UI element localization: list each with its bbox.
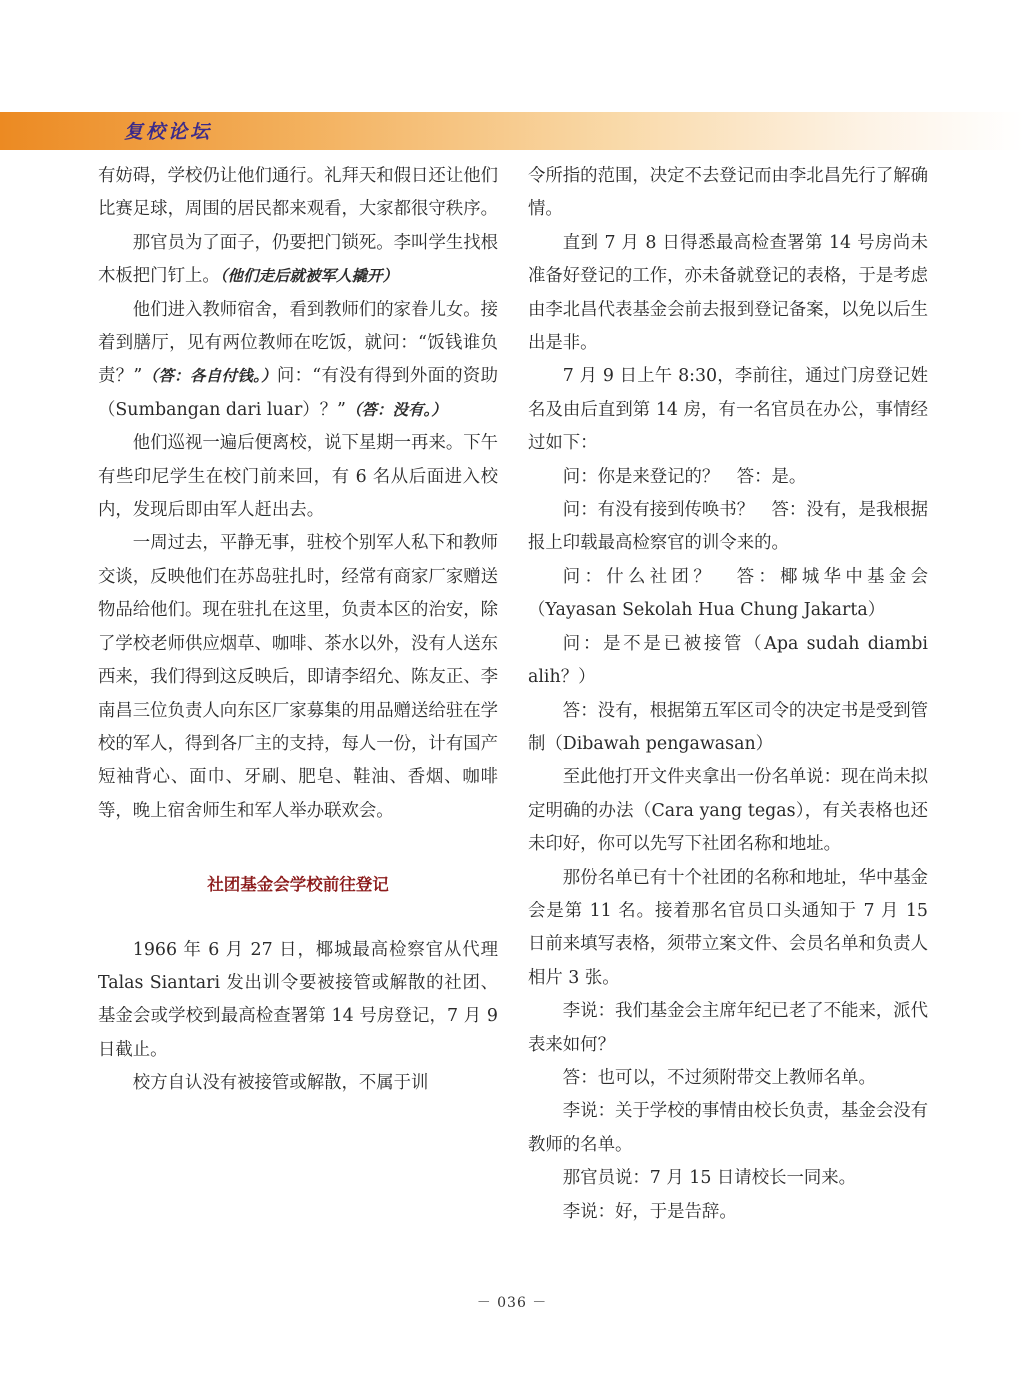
paragraph: 一周过去，平静无事，驻校个别军人私下和教师交谈，反映他们在苏岛驻扎时，经常有商家厂家赠送物品给他们。现在驻扎在这里，负责本区的治安，除了学校老师供应烟草、咖啡、茶水以外，没有人送东西来，我们得到这反映后，即请李绍允、陈友正、李南昌三位负责人向东区厂家募集的用品赠送给驻在学校的军人，得到各厂主的支持，每人一份，计有国产短袖背心、面巾、牙刷、肥皂、鞋油、香烟、咖啡等，晚上宿舍师生和军人举办联欢会。: [98, 533, 499, 821]
paragraph: 他们巡视一遍后便离校，说下星期一再来。下午有些印尼学生在校门前来回，有 6 名从后面进入校内，发现后即由军人赶出去。: [98, 433, 499, 521]
section-title: 复校论坛: [124, 121, 213, 143]
dialogue-line: 那官员说：7 月 15 日请校长一同来。: [562, 1168, 857, 1189]
paragraph: 校方自认没有被接管或解散，不属于训: [132, 1073, 429, 1094]
paragraph: 有妨碍，学校仍让他们通行。礼拜天和假日还让他们比赛足球，周围的居民都来观看，大家都很守秩序。: [98, 166, 498, 220]
section-subheading: 社团基金会学校前往登记: [207, 875, 389, 895]
dialogue-line: 问：你是来登记的？ 答：是。: [562, 466, 807, 487]
dialogue-line: 问：什么社团？ 答：椰城华中基金会（Yayasan Sekolah Hua Chung Jakarta）: [528, 566, 928, 621]
editor-note: （答：没有。）: [345, 400, 447, 419]
paragraph-text: 问：“有没有得到外面的资助（Sumbangan dari luar）？”: [98, 366, 498, 420]
paragraph: 至此他打开文件夹拿出一份名单说：现在尚未拟定明确的办法（Cara yang tegas），有关表格也还未印好，你可以先写下社团名称和地址。: [528, 767, 929, 855]
editor-note: （他们走后就被军人撬开）: [219, 267, 399, 286]
editor-note: （答：各自付钱。）: [142, 367, 277, 386]
dialogue-line: 问：有没有接到传唤书？ 答：没有，是我根据报上印载最高检察官的训令来的。: [528, 500, 929, 554]
paragraph: 1966 年 6 月 27 日，椰城最高检察官从代理 Talas Siantari 发出训令要被接管或解散的社团、基金会或学校到最高检查署第 14 号房登记，7 月 9 日截止。: [98, 939, 498, 1060]
dialogue-line: 问：是不是已被接管（Apa sudah diambi alih？）: [528, 633, 928, 688]
left-column: [98, 160, 498, 1101]
paragraph-text: 他们进入教师宿舍，看到教师们的家眷儿女。接着到膳厅，见有两位教师在吃饭，就问：“饭钱谁负责？”: [98, 299, 499, 387]
right-column: [528, 160, 928, 1229]
paragraph: 那份名单已有十个社团的名称和地址，华中基金会是第 11 名。接着那名官员口头通知于 7 月 15 日前来填写表格，须带立案文件、会员名单和负责人相片 3 张。: [528, 867, 929, 988]
paragraph: [98, 294, 498, 428]
dialogue-line: 答：也可以，不过须附带交上教师名单。: [562, 1067, 876, 1088]
page-number: － 036 －: [476, 1295, 548, 1311]
paragraph: [98, 227, 498, 294]
paragraph: 7 月 9 日上午 8:30，李前往，通过门房登记姓名及由后直到第 14 房，有一名官员在办公，事情经过如下：: [528, 366, 928, 454]
dialogue-line: 李说：我们基金会主席年纪已老了不能来，派代表来如何？: [528, 1001, 929, 1055]
paragraph: 令所指的范围，决定不去登记而由李北昌先行了解确情。: [528, 166, 928, 220]
paragraph: 直到 7 月 8 日得悉最高检查署第 14 号房尚未准备好登记的工作，亦未备就登记的表格，于是考虑由李北昌代表基金会前去报到登记备案，以免以后生出是非。: [528, 232, 928, 354]
dialogue-line: 答：没有，根据第五军区司令的决定书是受到管制（Dibawah pengawasan）: [528, 700, 929, 754]
paragraph-text: 那官员为了面子，仍要把门锁死。李叫学生找根木板把门钉上。: [98, 232, 499, 287]
dialogue-line: 李说：关于学校的事情由校长负责，基金会没有教师的名单。: [528, 1101, 929, 1155]
dialogue-line: 李说：好，于是告辞。: [562, 1201, 737, 1222]
